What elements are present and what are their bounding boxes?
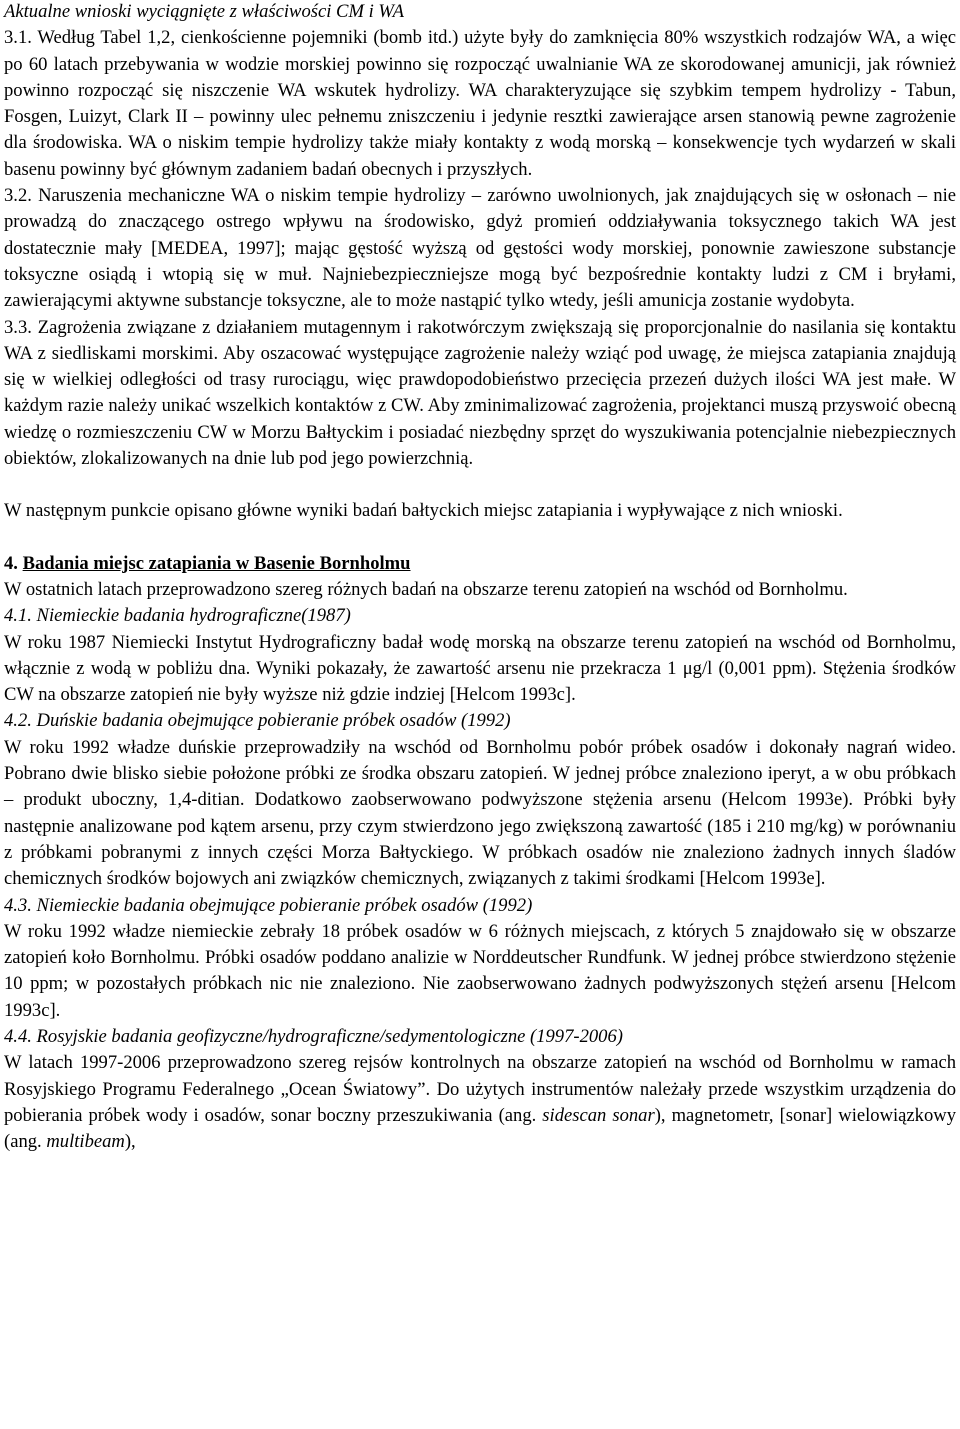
section-4-4-body-part-c: ), [124, 1131, 136, 1153]
section-4-4-body-part-b: ), magnetometr, [sonar] wielowiązkowy (ang. [4, 1104, 956, 1153]
term-sidescan-sonar: sidescan sonar [542, 1104, 655, 1126]
section-4-3-heading: 4.3. Niemieckie badania obejmujące pobieranie próbek osadów (1992) [4, 894, 533, 916]
section-4-number: 4. [4, 552, 23, 574]
section-4-4-heading: 4.4. Rosyjskie badania geofizyczne/hydrograficzne/sedymentologiczne (1997-2006) [4, 1025, 623, 1047]
section-4-2-body: W roku 1992 władze duńskie przeprowadziły na wschód od Bornholmu pobór próbek osadów i dokonały nagrań wideo. Pobrano dwie blisko siebie położone próbki ze środka obszaru zatopień. W jednej próbce znaleziono iperyt, a w obu próbkach – produkt uboczny, 1,4-ditian. Dodatkowo zaobserwowano podwyższone stężenia arsenu (Helcom 1993e). Próbki były następnie analizowane pod kątem arsenu, przy czym stwierdzono jego zwiększoną zawartość (185 i 210 mg/kg) w porównaniu z próbkami pobranymi z innych części Morza Bałtyckiego. W próbkach osadów nie znaleziono żadnych innych śladów chemicznych środków bojowych ani związków chemicznych, związanych z takimi środkami [Helcom 1993e]. [4, 736, 956, 890]
spacer [4, 472, 956, 498]
section-4-title: Badania miejsc zatapiania w Basenie Bornholmu [22, 552, 411, 574]
section-4-intro: W ostatnich latach przeprowadzono szereg różnych badań na obszarze terenu zatopień na wschód od Bornholmu. [4, 578, 848, 600]
section-4-1-heading: 4.1. Niemieckie badania hydrograficzne(1987) [4, 605, 351, 627]
section-4-3-body: W roku 1992 władze niemieckie zebrały 18 próbek osadów w 6 różnych miejscach, z których 5 znajdowało się w obszarze zatopień koło Bornholmu. Próbki osadów poddano analizie w Norddeutscher Rundfunk. W jednej próbce stwierdzono stężenie 10 ppm; w pozostałych próbkach nic nie znaleziono. Nie zaobserwowano żadnych podwyższonych stężeń arsenu [Helcom 1993c]. [4, 920, 956, 1021]
page-heading: Aktualne wnioski wyciągnięte z właściwości CM i WA [4, 1, 404, 22]
term-multibeam: multibeam [46, 1131, 125, 1153]
section-4-2-heading: 4.2. Duńskie badania obejmujące pobieranie próbek osadów (1992) [4, 710, 511, 732]
paragraph-next-section-intro: W następnym punkcie opisano główne wyniki badań bałtyckich miejsc zatapiania i wypływające z nich wnioski. [4, 500, 843, 522]
paragraph-3-3: 3.3. Zagrożenia związane z działaniem mutagennym i rakotwórczym zwiększają się proporcjonalnie do nasilania się kontaktu WA z siedliskami morskimi. Aby oszacować występujące zagrożenie należy wziąć pod uwagę, że miejsca zatapiania znajdują się w wielkiej odległości od trasy rurociągu, więc prawdopodobieństwo przecięcia przezeń dużych ilości WA jest małe. W każdym razie należy unikać wszelkich kontaktów z CW. Aby zminimalizować zagrożenia, projektanci muszą przyswoić obecną wiedzę o rozmieszczeniu CW w Morzu Bałtyckim i posiadać niezbędny sprzęt do wyszukiwania potencjalnie niebezpiecznych obiektów, zlokalizowanych na dnie lub pod jego powierzchnią. [4, 316, 956, 470]
section-4-heading [4, 551, 956, 577]
paragraph-3-1: 3.1. Według Tabel 1,2, cienkościenne pojemniki (bomb itd.) użyte były do zamknięcia 80% wszystkich rodzajów WA, a więc po 60 latach przebywania w wodzie morskiej powinno się rozpocząć uwalnianie WA ze skorodowanej amunicji, jak również powinno rozpocząć się niszczenie WA wskutek hydrolizy. WA charakteryzujące się szybkim tempem hydrolizy - Tabun, Fosgen, Luizyt, Clark II – powinny ulec pełnemu zniszczeniu i jedynie resztki zawierające arsen stanowią pewne zagrożenie dla środowiska. WA o niskim tempie hydrolizy także miały kontakty z wodą morską – konsekwencje tych wydarzeń w skali basenu powinny być głównym zadaniem badań obecnych i przyszłych. [4, 27, 956, 180]
section-4-4-body-part-a: W latach 1997-2006 przeprowadzono szereg rejsów kontrolnych na obszarze zatopień na wschód od Bornholmu w ramach Rosyjskiego Programu Federalnego „Ocean Światowy”. Do użytych instrumentów należały przede wszystkim urządzenia do pobierania próbek wody i osadów, sonar boczny przeszukiwania (ang. [4, 1052, 956, 1126]
section-4-1-body: W roku 1987 Niemiecki Instytut Hydrograficzny badał wodę morską na obszarze terenu zatopień na wschód od Bornholmu, włącznie z wodą w pobliżu dna. Wyniki pokazały, że zawartość arsenu nie przekracza 1 μg/l (0,001 ppm). Stężenia środków CW na obszarze zatopień nie były wyższe niż gdzie indziej [Helcom 1993c]. [4, 631, 956, 706]
section-4-4-body [4, 1050, 956, 1155]
spacer [4, 525, 956, 551]
paragraph-3-2: 3.2. Naruszenia mechaniczne WA o niskim tempie hydrolizy – zarówno uwolnionych, jak znajdujących się w osłonach – nie prowadzą do znaczącego ostrego wpływu na środowisko, gdyż promień oddziaływania toksycznego takich WA jest dostatecznie mały [MEDEA, 1997]; mając gęstość wyższą od gęstości wody morskiej, ponownie zawieszone substancje toksyczne osiądą i wtopią się w muł. Najniebezpieczniejsze mogą być bezpośrednie kontakty ludzi z CM i bryłami, zawierającymi aktywne substancje toksyczne, ale to może nastąpić tylko wtedy, jeśli amunicja zostanie wydobyta. [4, 185, 956, 312]
